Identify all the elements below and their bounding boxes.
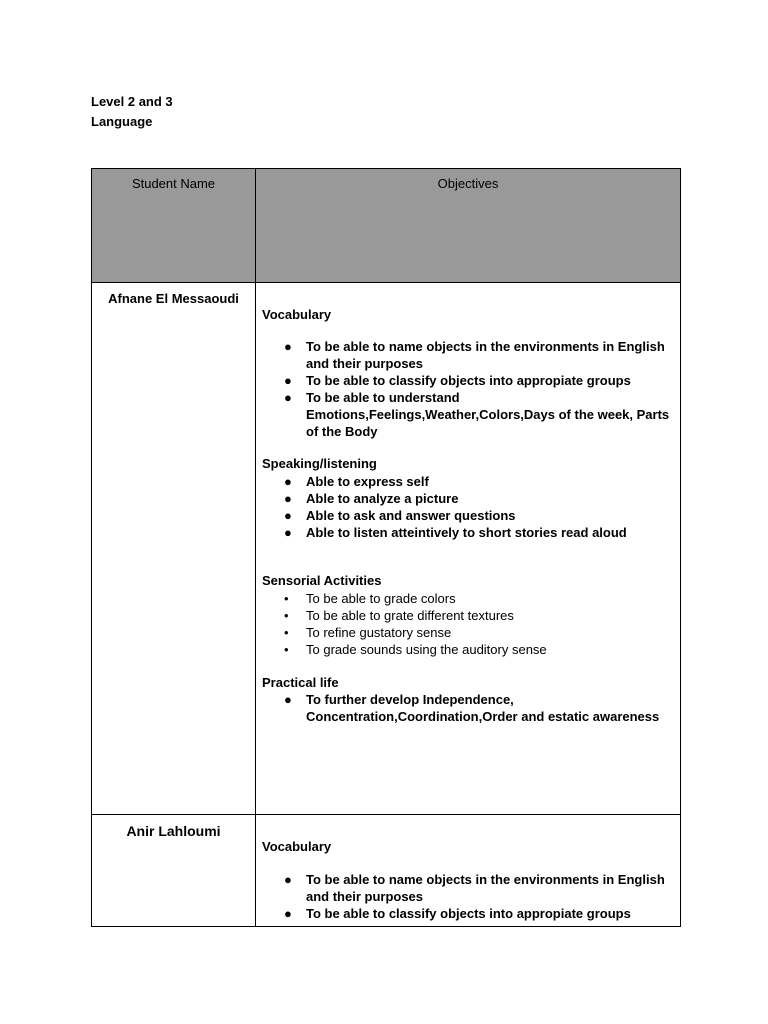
document-header	[91, 92, 173, 132]
list-item: ● To be able to name objects in the environments in English and their purposes	[284, 339, 665, 371]
objectives-table	[91, 168, 681, 927]
table-row	[92, 283, 680, 815]
bullet-icon: •	[284, 591, 289, 606]
vocabulary-list	[262, 338, 672, 440]
bullet-icon: ●	[284, 692, 292, 707]
list-item: • To grade sounds using the auditory sense	[284, 642, 547, 657]
section-title-vocabulary: Vocabulary	[262, 307, 332, 322]
bullet-icon: ●	[284, 491, 292, 506]
section-title-speaking-listening: Speaking/listening	[262, 456, 377, 471]
bullet-icon: ●	[284, 508, 292, 523]
bullet-icon: ●	[284, 872, 292, 887]
bullet-icon: ●	[284, 390, 292, 405]
bullet-icon: •	[284, 642, 289, 657]
bullet-icon: •	[284, 608, 289, 623]
table-header-row	[92, 169, 680, 283]
student-name: Afnane El Messaoudi	[108, 291, 239, 306]
bullet-icon: ●	[284, 906, 292, 921]
section-title-practical-life: Practical life	[262, 675, 339, 690]
list-item: ● Able to ask and answer questions	[284, 508, 516, 523]
list-item: ● To be able to classify objects into appropiate groups	[284, 373, 631, 388]
practical-life-list	[262, 691, 672, 725]
objectives-cell	[262, 838, 672, 922]
subject-heading: Language	[91, 114, 153, 129]
level-heading: Level 2 and 3	[91, 94, 173, 109]
column-divider	[255, 169, 256, 926]
list-item: ● To be able to understand Emotions,Feelings,Weather,Colors,Days of the week, Parts of the Body	[284, 390, 670, 439]
bullet-icon: ●	[284, 525, 292, 540]
list-item: ● To further develop Independence, Concentration,Coordination,Order and estatic awareness	[284, 692, 660, 724]
section-title-sensorial: Sensorial Activities	[262, 573, 382, 588]
list-item: ● To be able to name objects in the environments in English and their purposes	[284, 872, 665, 904]
table-row	[92, 815, 680, 927]
list-item: ● Able to listen atteintively to short stories read aloud	[284, 525, 627, 540]
bullet-icon: ●	[284, 339, 292, 354]
section-title-vocabulary: Vocabulary	[262, 839, 332, 854]
list-item: ● To be able to classify objects into appropiate groups	[284, 906, 631, 921]
bullet-icon: ●	[284, 474, 292, 489]
sensorial-list	[262, 590, 672, 658]
list-item: • To be able to grate different textures	[284, 608, 514, 623]
list-item: ● Able to analyze a picture	[284, 491, 459, 506]
objectives-cell	[262, 306, 672, 725]
list-item: ● Able to express self	[284, 474, 429, 489]
list-item: • To be able to grade colors	[284, 591, 456, 606]
student-name: Anir Lahloumi	[126, 823, 221, 839]
speaking-listening-list	[262, 473, 672, 541]
objectives-header: Objectives	[437, 176, 499, 191]
vocabulary-list	[262, 871, 672, 922]
bullet-icon: •	[284, 625, 289, 640]
bullet-icon: ●	[284, 373, 292, 388]
list-item: • To refine gustatory sense	[284, 625, 452, 640]
student-name-header: Student Name	[131, 176, 216, 191]
